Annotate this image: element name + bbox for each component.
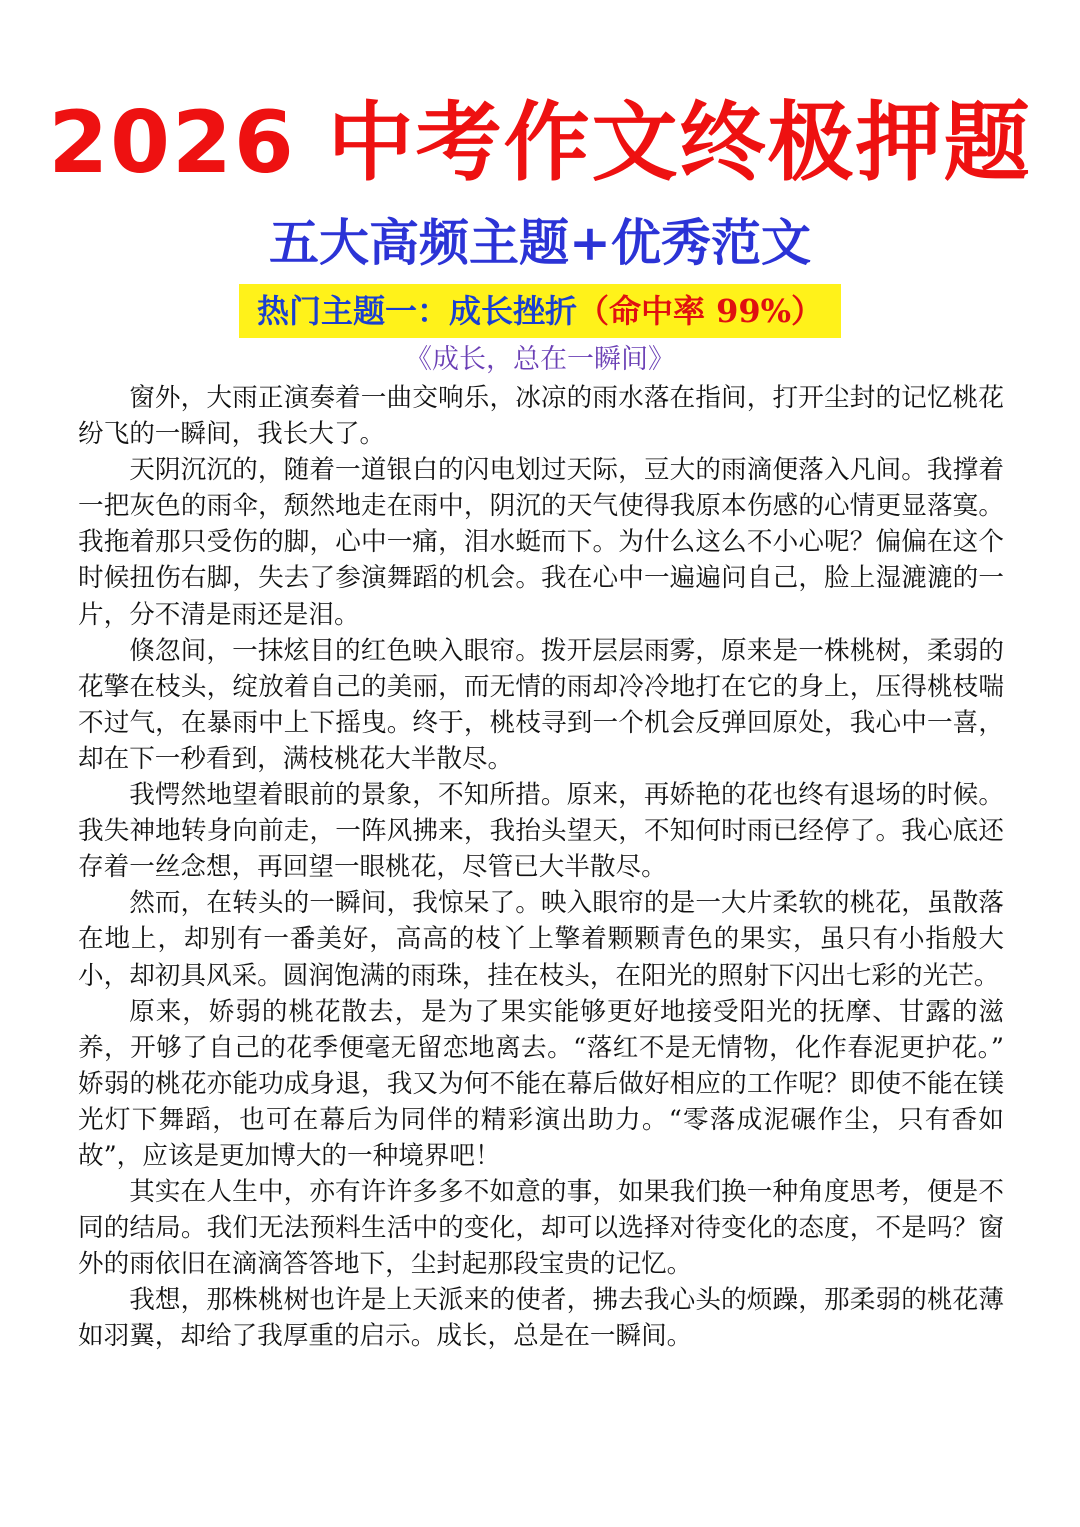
essay-paragraph: 我想，那株桃树也许是上天派来的使者，拂去我心头的烦躁，那柔弱的桃花薄如羽翼，却给了我厚重的启示。成长，总是在一瞬间。: [78, 1285, 1004, 1352]
theme-banner: [0, 284, 1080, 338]
essay-paragraph: 其实在人生中，亦有许许多多不如意的事，如果我们换一种角度思考，便是不同的结局。我们无法预料生活中的变化，却可以选择对待变化的态度，不是吗？窗外的雨依旧在滴滴答答地下，尘封起那段宝贵的记忆。: [78, 1177, 1004, 1280]
essay-paragraph: 窗外，大雨正演奏着一曲交响乐，冰凉的雨水落在指间，打开尘封的记忆桃花纷飞的一瞬间，我长大了。: [78, 383, 1004, 450]
theme-label: 热门主题一：成长挫折: [256, 292, 577, 330]
page-title: 2026 中考作文终极押题: [48, 93, 1032, 193]
essay-body: [78, 380, 1004, 1355]
essay-paragraph: 原来，娇弱的桃花散去，是为了果实能够更好地接受阳光的抚摩、甘露的滋养，开够了自己的花季便毫无留恋地离去。“落红不是无情物，化作春泥更护花。” 娇弱的桃花亦能功成身退，我又为何不能在幕后做好相应的工作呢？即使不能在镁光灯下舞蹈，也可在幕后为同伴的精彩演出助力。“零落成泥碾作尘，只有香如故”，应该是更加博大的一种境界吧！: [78, 996, 1004, 1171]
theme-hit-rate: （命中率 99%）: [576, 292, 824, 330]
essay-paragraph: 天阴沉沉的，随着一道银白的闪电划过天际，豆大的雨滴便落入凡间。我撑着一把灰色的雨伞，颓然地走在雨中，阴沉的天气使得我原本伤感的心情更显落寞。我拖着那只受伤的脚，心中一痛，泪水蜓而下。为什么这么不小心呢？偏偏在这个时候扭伤右脚，失去了参演舞蹈的机会。我在心中一遍遍问自己，脸上湿漉漉的一片，分不清是雨还是泪。: [78, 455, 1004, 630]
essay-title: 《成长，总在一瞬间》: [405, 344, 675, 375]
essay-paragraph: 倏忽间，一抹炫目的红色映入眼帘。拨开层层雨雾，原来是一株桃树，柔弱的花擎在枝头，绽放着自己的美丽，而无情的雨却冷冷地打在它的身上，压得桃枝喘不过气，在暴雨中上下摇曳。终于，桃枝寻到一个机会反弹回原处，我心中一喜，却在下一秒看到，满枝桃花大半散尽。: [78, 635, 1004, 774]
essay-paragraph: 然而，在转头的一瞬间，我惊呆了。映入眼帘的是一大片柔软的桃花，虽散落在地上，却别有一番美好，高高的枝丫上擎着颗颗青色的果实，虽只有小指般大小，却初具风采。圆润饱满的雨珠，挂在枝头，在阳光的照射下闪出七彩的光芒。: [78, 888, 1004, 991]
essay-paragraph: 我愕然地望着眼前的景象，不知所措。原来，再娇艳的花也终有退场的时候。我失神地转身向前走，一阵风拂来，我抬头望天，不知何时雨已经停了。我心底还存着一丝念想，再回望一眼桃花，尽管已大半散尽。: [78, 780, 1004, 883]
page-subtitle: 五大高频主题+优秀范文: [269, 213, 811, 272]
theme-highlight: [239, 284, 841, 338]
